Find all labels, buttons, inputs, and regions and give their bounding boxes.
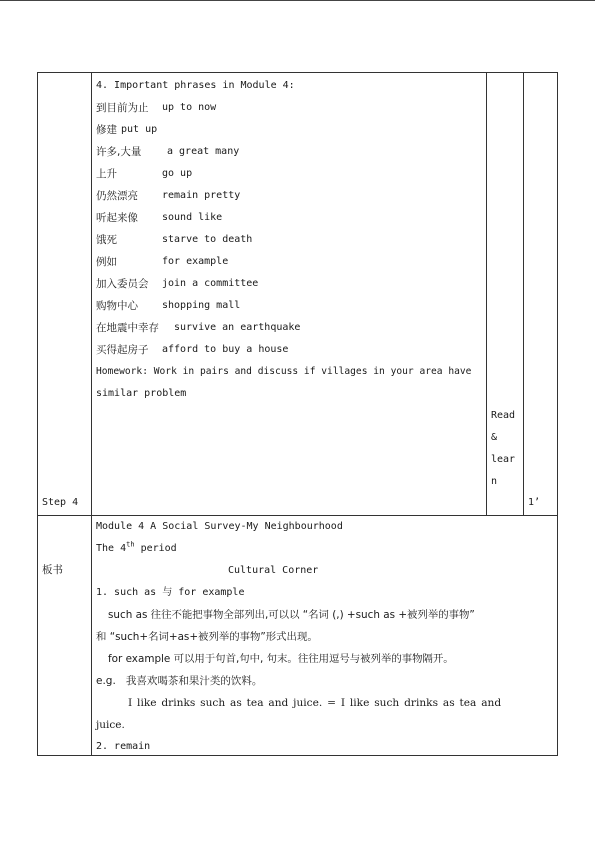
phrase-cn: 例如 — [96, 256, 117, 268]
method-line: & — [491, 432, 498, 443]
board-point-2: 2. remain — [96, 741, 151, 752]
table-divider-time-column — [523, 72, 524, 515]
method-line: Read — [491, 410, 516, 421]
phrase-en: starve to death — [162, 234, 253, 245]
time-value: 1’ — [528, 497, 541, 508]
board-module-title: Module 4 A Social Survey-My Neighbourhood — [96, 521, 343, 532]
phrase-en: up to now — [162, 102, 217, 113]
phrase-en: sound like — [162, 212, 223, 223]
phrase-cn: 在地震中幸存 — [96, 322, 159, 334]
phrase-en: remain pretty — [162, 190, 241, 201]
phrase-en: shopping mall — [162, 300, 241, 311]
phrase-en: survive an earthquake — [174, 322, 301, 333]
example-cn: 我喜欢喝茶和果汁类的饮料。 — [125, 675, 263, 687]
method-line: lear — [491, 454, 516, 465]
page-top-rule — [0, 0, 595, 1]
table-border-bottom — [37, 755, 558, 756]
board-period: The 4th period — [96, 540, 177, 554]
table-divider-label-column — [91, 72, 92, 756]
phrase-cn: 到目前为止 — [96, 102, 149, 114]
homework-line-2: similar problem — [96, 388, 187, 399]
phrase-en: afford to buy a house — [162, 344, 289, 355]
phrase-en: for example — [162, 256, 229, 267]
lesson-table — [37, 72, 558, 756]
example-label: e.g. — [96, 675, 116, 687]
step-label: Step 4 — [42, 497, 79, 508]
table-border-left — [37, 72, 38, 756]
table-border-top — [37, 72, 558, 73]
phrases-heading: 4. Important phrases in Module 4: — [96, 80, 295, 91]
table-border-right — [557, 72, 558, 756]
phrase-cn: 饿死 — [96, 234, 117, 246]
phrase-en: put up — [121, 124, 158, 135]
board-point-1: 1. such as 与 for example — [96, 587, 245, 598]
phrase-cn: 许多,大量 — [96, 146, 142, 158]
phrase-cn: 仍然漂亮 — [96, 190, 138, 202]
example-en-2: juice. — [96, 719, 125, 731]
homework-line-1: Homework: Work in pairs and discuss if villages in your area have — [96, 366, 472, 377]
phrase-en: go up — [162, 168, 193, 179]
such-as-note: such as 往往不能把事物全部列出,可以以 “名词 (,) +such as +被列举的事物” — [108, 609, 475, 621]
phrase-cn: 听起来像 — [96, 212, 138, 224]
phrase-en: a great many — [167, 146, 240, 157]
example-line — [96, 675, 262, 687]
phrase-cn: 买得起房子 — [96, 344, 149, 356]
phrase-cn: 修建 — [96, 124, 117, 136]
phrase-cn: 上升 — [96, 168, 117, 180]
such-as-note-2: 和 “such+名词+as+被列举的事物”形式出现。 — [96, 631, 318, 643]
method-line: n — [491, 476, 498, 487]
table-divider-method-column — [486, 72, 487, 515]
board-label: 板书 — [42, 564, 63, 576]
phrase-cn: 加入委员会 — [96, 278, 149, 290]
table-row-divider — [37, 515, 558, 516]
for-example-note: for example 可以用于句首,句中, 句末。往往用逗号与被列举的事物隔开。 — [108, 653, 454, 665]
phrase-cn: 购物中心 — [96, 300, 138, 312]
phrase-en: join a committee — [162, 278, 259, 289]
board-section-title: Cultural Corner — [228, 565, 319, 576]
example-en-1: I like drinks such as tea and juice. = I like such drinks as tea and — [128, 697, 502, 709]
